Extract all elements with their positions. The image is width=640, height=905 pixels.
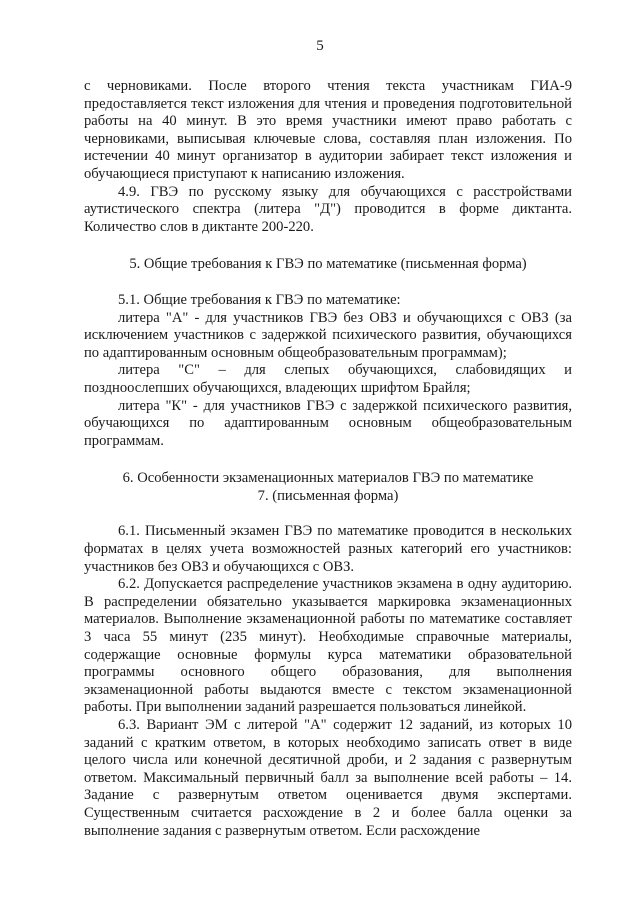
paragraph-6-3: 6.3. Вариант ЭМ с литерой "А" содержит 12 заданий, из которых 10 заданий с кратким ответом, в которых необходимо записать ответ в виде целого числа или конечной десятичной дроби, и 2 задания с развернутым ответом. Максимальный первичный балл за выполнение всей работы – 14. Задание с развернутым ответом оценивается двумя экспертами. Существенным считается расхождение в 2 и более балла оценки за выполнение задания с развернутым ответом. Если расхождение xyxy=(84,717,572,839)
section-6-heading-line1: 6. Особенности экзаменационных материалов ГВЭ по математике xyxy=(122,470,534,487)
paragraph-6-1: 6.1. Письменный экзамен ГВЭ по математике проводится в нескольких форматах в целях учета возможностей разных категорий его участников: участников без ОВЗ и обучающихся с ОВЗ. xyxy=(84,523,572,575)
paragraph-litera-c: литера "С" – для слепых обучающихся, слабовидящих и поздноослепших обучающихся, владеющих шрифтом Брайля; xyxy=(84,362,572,396)
section-5-heading: 5. Общие требования к ГВЭ по математике (письменная форма) xyxy=(129,256,527,273)
text-column xyxy=(84,78,572,840)
page-number: 5 xyxy=(316,38,324,54)
section-6-heading-line2: 7. (письменная форма) xyxy=(257,487,399,504)
paragraph-5-1: 5.1. Общие требования к ГВЭ по математике: xyxy=(118,291,401,308)
paragraph-4-9: 4.9. ГВЭ по русскому языку для обучающихся с расстройствами аутистического спектра (литера "Д") проводится в форме диктанта. Количество слов в диктанте 200-220. xyxy=(84,183,572,235)
paragraph-litera-k: литера "К" - для участников ГВЭ с задержкой психического развития, обучающихся по адаптированным основным общеобразовательным программам. xyxy=(84,397,572,449)
paragraph-continuation: с черновиками. После второго чтения текста участникам ГИА-9 предоставляется текст изложения для чтения и проведения подготовительной работы на 40 минут. В это время участники имеют право работать с черновиками, выписывая ключевые слова, составляя план изложения. По истечении 40 минут организатор в аудитории забирает текст изложения и обучающиеся приступают к написанию изложения. xyxy=(84,78,572,182)
paragraph-6-2: 6.2. Допускается распределение участников экзамена в одну аудиторию. В распределении обязательно указывается маркировка экзаменационных материалов. Выполнение экзаменационной работы по математике составляет 3 часа 55 минут (235 минут). Необходимые справочные материалы, содержащие основные формулы курса математики образовательной программы основного общего образования, для выполнения экзаменационной работы выдаются вместе с текстом экзаменационной работы. При выполнении заданий разрешается пользоваться линейкой. xyxy=(84,576,572,716)
paragraph-litera-a: литера "А" - для участников ГВЭ без ОВЗ и обучающихся с ОВЗ (за исключением участников с задержкой психического развития, обучающихся по адаптированным основным общеобразовательным программам); xyxy=(84,309,572,361)
